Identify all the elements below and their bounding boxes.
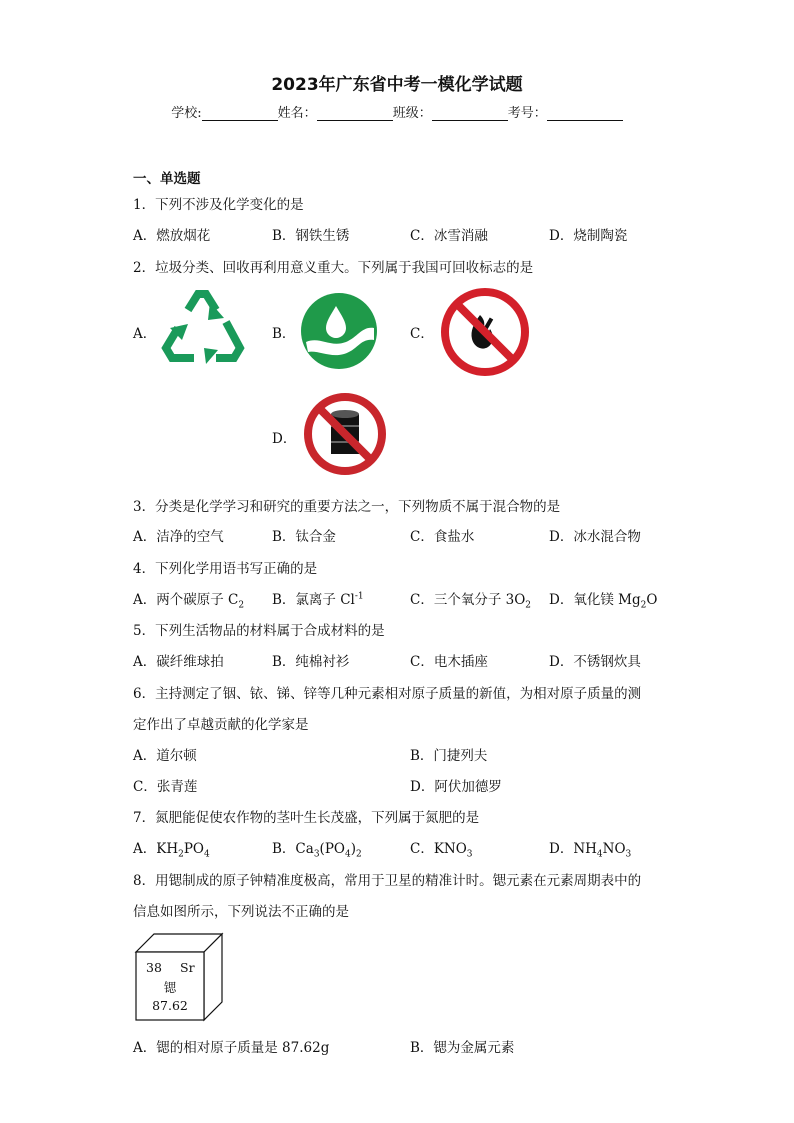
q6-option-c[interactable]: C．张青莲 bbox=[133, 779, 198, 795]
recycle-icon bbox=[158, 288, 248, 368]
element-symbol: Sr bbox=[180, 960, 195, 975]
element-cube bbox=[134, 932, 224, 1022]
q4-stem: 4．下列化学用语书写正确的是 bbox=[133, 561, 318, 577]
q7-b-text: B．Ca bbox=[272, 841, 314, 857]
element-name: 锶 bbox=[163, 980, 177, 995]
student-info-line bbox=[0, 102, 794, 121]
q6-option-d[interactable]: D．阿伏加德罗 bbox=[410, 779, 502, 795]
q7-d-text: D．NH bbox=[549, 841, 597, 857]
q5-option-c[interactable]: C．电木插座 bbox=[410, 654, 488, 670]
water-saving-icon bbox=[300, 292, 378, 370]
q3-option-d[interactable]: D．冰水混合物 bbox=[549, 529, 641, 545]
q7-a-sub2: 4 bbox=[204, 849, 210, 860]
q7-option-a[interactable] bbox=[133, 837, 210, 860]
q1-option-b[interactable]: B．钢铁生锈 bbox=[272, 228, 350, 244]
q5-option-a[interactable]: A．碳纤维球拍 bbox=[133, 654, 224, 670]
q4-c-subscript: 2 bbox=[525, 600, 532, 611]
q6-stem-line2: 定作出了卓越贡献的化学家是 bbox=[133, 717, 309, 733]
q3-option-a[interactable]: A．洁净的空气 bbox=[133, 529, 224, 545]
section-heading: 一、单选题 bbox=[133, 171, 201, 187]
q6-option-b[interactable]: B．门捷列夫 bbox=[410, 748, 488, 764]
q7-d-mid: NO bbox=[602, 841, 626, 857]
q2-option-b[interactable]: B． bbox=[272, 326, 296, 342]
school-label: 学校: bbox=[171, 106, 202, 121]
q4-d-subscript: 2 bbox=[640, 600, 647, 611]
q7-a-text: A．KH bbox=[133, 841, 179, 857]
q8-option-b[interactable]: B．锶为金属元素 bbox=[410, 1040, 515, 1056]
number-label: 考号： bbox=[507, 106, 547, 121]
q7-b-sub3: 2 bbox=[355, 849, 362, 860]
q3-option-b[interactable]: B．钛合金 bbox=[272, 529, 336, 545]
q5-option-b[interactable]: B．纯棉衬衫 bbox=[272, 654, 350, 670]
q4-b-text: B．氯离子 Cl bbox=[272, 592, 355, 608]
q4-option-c[interactable] bbox=[410, 588, 532, 611]
q7-b-sub1: 3 bbox=[313, 849, 320, 860]
q7-b-mid: (PO bbox=[319, 841, 345, 857]
q5-option-d[interactable]: D．不锈钢炊具 bbox=[549, 654, 641, 670]
q4-option-b[interactable] bbox=[272, 588, 364, 608]
name-field[interactable] bbox=[317, 106, 393, 121]
q1-option-d[interactable]: D．烧制陶瓷 bbox=[549, 228, 628, 244]
q7-option-b[interactable] bbox=[272, 837, 362, 860]
q6-stem-line1: 6．主持测定了铟、铱、锑、锌等几种元素相对原子质量的新值，为相对原子质量的测 bbox=[133, 686, 642, 702]
q2-option-d[interactable]: D． bbox=[272, 431, 297, 447]
no-oil-barrel-icon bbox=[303, 392, 387, 476]
q1-option-a[interactable]: A．燃放烟花 bbox=[133, 228, 211, 244]
q7-c-sub1: 3 bbox=[466, 849, 473, 860]
q2-stem: 2．垃圾分类、回收再利用意义重大。下列属于我国可回收标志的是 bbox=[133, 260, 534, 276]
q8-stem-line1: 8．用锶制成的原子钟精准度极高，常用于卫星的精准计时。锶元素在元素周期表中的 bbox=[133, 873, 642, 889]
q6-option-a[interactable]: A．道尔顿 bbox=[133, 748, 197, 764]
no-fire-icon bbox=[440, 287, 530, 377]
q2-option-c[interactable]: C． bbox=[410, 326, 434, 342]
name-label: 姓名： bbox=[277, 106, 317, 121]
q5-stem: 5．下列生活物品的材料属于合成材料的是 bbox=[133, 623, 385, 639]
q7-a-mid: PO bbox=[183, 841, 204, 857]
q4-c-text: C．三个氧分子 3O bbox=[410, 592, 526, 608]
atomic-mass: 87.62 bbox=[152, 998, 188, 1013]
number-field[interactable] bbox=[547, 106, 623, 121]
school-field[interactable] bbox=[202, 106, 278, 121]
q4-b-superscript: -1 bbox=[354, 591, 364, 602]
q4-d-text: D．氧化镁 Mg bbox=[549, 592, 641, 608]
q1-stem: 1．下列不涉及化学变化的是 bbox=[133, 197, 304, 213]
q4-a-subscript: 2 bbox=[238, 600, 245, 611]
class-label: 班级： bbox=[392, 106, 432, 121]
q7-d-sub2: 3 bbox=[625, 849, 632, 860]
q1-option-c[interactable]: C．冰雪消融 bbox=[410, 228, 488, 244]
atomic-number: 38 bbox=[146, 960, 162, 975]
q7-option-d[interactable] bbox=[549, 837, 632, 860]
q4-d-suffix: O bbox=[646, 592, 658, 608]
q4-option-d[interactable] bbox=[549, 588, 658, 611]
page-title: 2023年广东省中考一模化学试题 bbox=[271, 75, 523, 95]
q7-option-c[interactable] bbox=[410, 837, 473, 860]
q8-stem-line2: 信息如图所示，下列说法不正确的是 bbox=[133, 904, 349, 920]
q7-c-text: C．KNO bbox=[410, 841, 467, 857]
q7-d-sub1: 4 bbox=[596, 849, 603, 860]
q4-a-text: A．两个碳原子 C bbox=[133, 592, 239, 608]
q7-stem: 7．氮肥能促使农作物的茎叶生长茂盛，下列属于氮肥的是 bbox=[133, 810, 480, 826]
class-field[interactable] bbox=[432, 106, 508, 121]
q7-b-sub2: 4 bbox=[344, 849, 351, 860]
q4-option-a[interactable] bbox=[133, 588, 245, 611]
q3-option-c[interactable]: C．食盐水 bbox=[410, 529, 475, 545]
q7-a-sub1: 2 bbox=[178, 849, 184, 860]
q3-stem: 3．分类是化学学习和研究的重要方法之一，下列物质不属于混合物的是 bbox=[133, 499, 561, 515]
q7-b-mid2: ) bbox=[350, 841, 356, 857]
q2-option-a[interactable]: A． bbox=[133, 326, 157, 342]
q8-option-a[interactable]: A．锶的相对原子质量是 87.62g bbox=[133, 1040, 330, 1056]
